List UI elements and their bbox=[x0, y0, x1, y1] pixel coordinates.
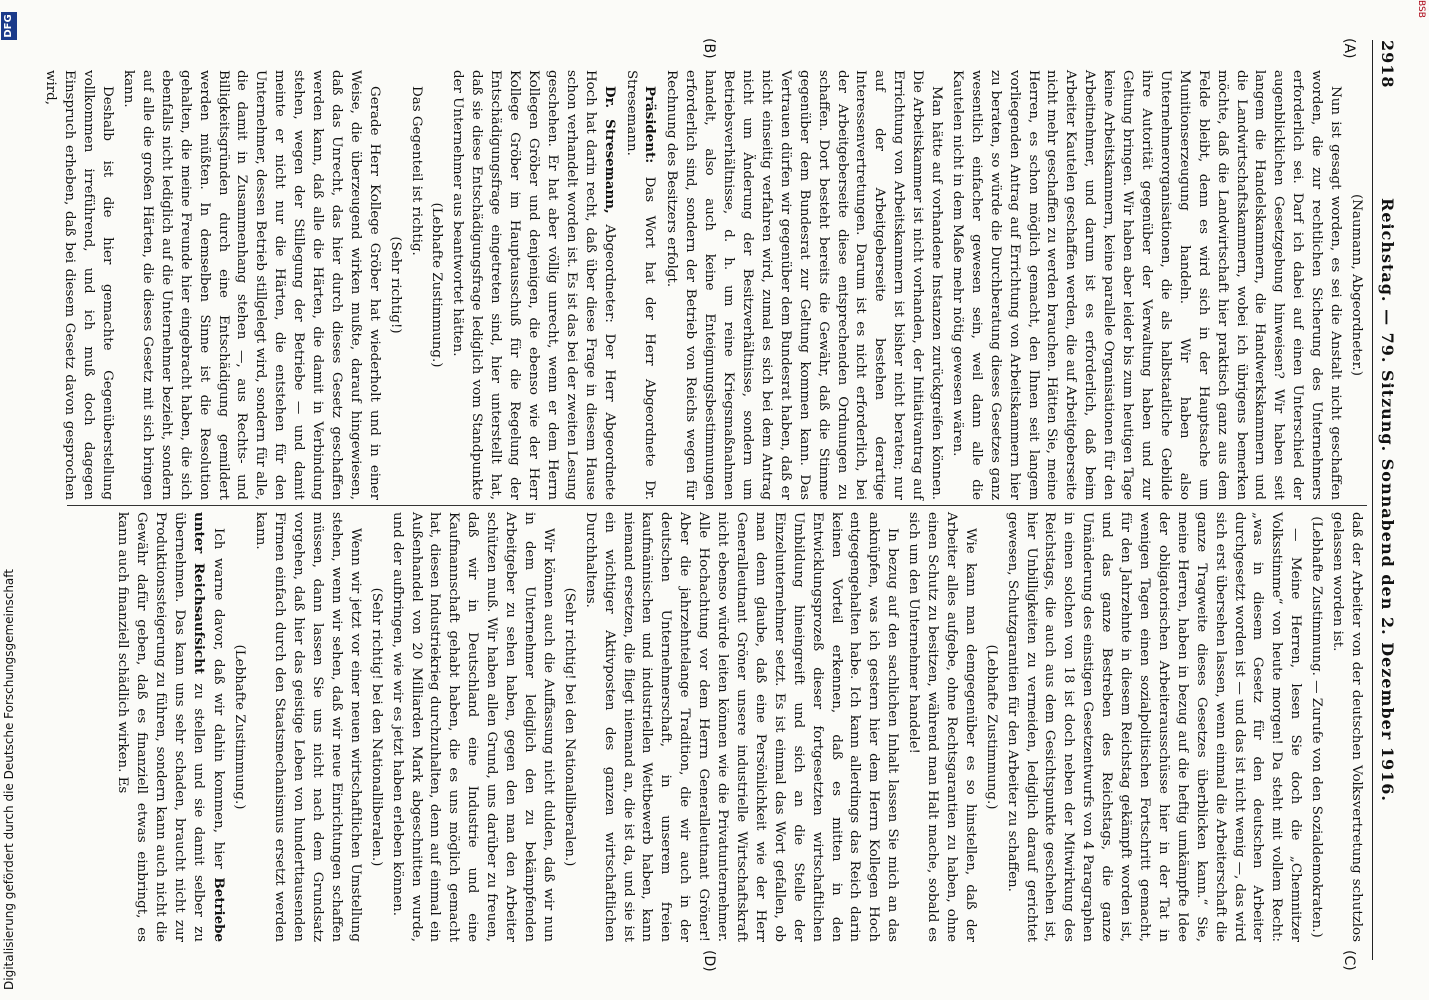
paragraph: Man hätte auf vorhandene Instanzen zurückgreifen können. Die Arbeitskammer ist nicht vorhanden, der Initiativantrag auf Errichtung von Arbeitskammern ist bisher nicht beraten; nur auf der Arbeitgeberseite bestehen derartige Interessenvertretungen. Darum ist es nicht erforderlich, bei der Arbeitgeberseite diese entsprechenden Ordnungen zu schaffen. Dort besteht bereits die Gewähr, daß die Stimme gegenüber dem Bundesrat zur Geltung kommen kann. Das Vertrauen dürfen wir gegenüber dem Bundesrat haben, daß er nicht einseitig verfahren wird, zumal es sich bei dem Antrag nicht um Änderung der Besitzverhältnisse, sondern um Betriebsverhältnisse, d. h. um reine Kriegsmaßnahmen handelt, also auch keine Enteignungsbestimmungen erforderlich sind, sondern der Betrieb von Reichs wegen für Rechnung des Besitzers erfolgt. bbox=[664, 70, 945, 500]
paragraph: Wir können auch die Auffassung nicht dulden, daß wir nun in dem Unternehmer lediglich den zu bekämpfenden Arbeitgeber zu sehen haben, gegen den man den Arbeiter schützen muß. Wir haben allen Grund, uns darüber zu freuen, daß wir in Deutschland eine Industrie und eine Kaufmannschaft gehabt haben, die es uns möglich gemacht hat, diesen Industriekrieg durchzuhalten, denn auf einmal ein Außenhandel von 20 Milliarden Mark abgeschnitten wurde, und der aufbringen, wie wir es jetzt haben erleben können. bbox=[389, 512, 556, 942]
interjection: (Lebhafte Zustimmung.) bbox=[232, 644, 248, 810]
text-segment: Ich warne davor, daß wir dahin kommen, hier bbox=[210, 528, 226, 878]
right-column bbox=[75, 512, 1365, 942]
paragraph bbox=[112, 512, 227, 942]
left-column bbox=[43, 70, 1365, 500]
speaker-paragraph bbox=[621, 70, 660, 500]
page-title: Reichstag. — 79. Sitzung. Sonnabend den 2. Dezember 1916. bbox=[1378, 198, 1397, 802]
interjection: (Lebhafte Zustimmung. — Zurufe von den Sozialdemokraten.) bbox=[1309, 516, 1325, 938]
paragraph: Wenn wir jetzt vor einer neuen wirtschaftlichen Umstellung stehen, wenn wir sehen, daß wir neue Einrichtungen schaffen müssen, dann lassen Sie uns nicht nach dem Grundsatz vorgehen, daß hier das geistige Leben von hunderttausenden Firmen einfach durch den Staatsmechanismus ersetzt werden kann. bbox=[253, 512, 363, 942]
column-divider bbox=[67, 505, 1367, 506]
emphasis: Betriebe unter Reichsaufsicht bbox=[190, 512, 227, 942]
paragraph: Wie kann man demgegenüber es so hinstellen, daß der Arbeiter alles aufgebe, ohne Rechtsgarantien zu haben, ohne einen Schutz zu besitzen, während man Halt mache, sobald es sich um den Unternehmer handele! bbox=[906, 512, 978, 942]
page-header bbox=[1372, 40, 1401, 960]
speech-text: Das Wort hat der Herr Abgeordnete Dr. Stresemann. bbox=[623, 70, 658, 500]
paragraph: In bezug auf den sachlichen Inhalt lassen Sie mich an das anknüpfen, was ich gestern hier dem Herrn Kollegen Hoch entgegengehalten habe. Ich kann allerdings das Reich darin keinen Vorteil erkennen, daß es mitten in den Entwicklungsprozeß dieser fortgesetzten wirtschaftlichen Umbildung hineingreift und sich an die Stelle der Einzelunternehmer setzt. Es ist einmal das Wort gefallen, ob man denn glaube, daß eine Persönlichkeit wie der Herr Generalleutnant Gröner unsere industrielle Wirtschaftskraft nicht ebenso würde leiten können wie die Privatunternehmer. Alle Hochachtung vor dem Herrn Generalleutnant Gröner! Aber die jahrzehntelange Tradition, die wir auch in der deutschen Unternehmerschaft, in unserem freien kaufmännischen und industriellen Wettbewerb haben, kann niemand ersetzen, die fliegt niemand an, die ist da, und sie ist ein wichtiger Aktivposten des ganzen wirtschaftlichen Durchhaltens. bbox=[582, 512, 901, 942]
paragraph: Gerade Herr Kollege Gröber hat wiederholt und in einer Weise, die überzeugend wirken mußte, darauf hingewiesen, daß das Unrecht, das hier durch dieses Gesetz geschaffen werden kann, daß alle die Härten, die damit in Verbindung stehen, wegen der Stillegung der Betriebe — und damit meinte er nicht nur die Härten, die entstehen für den Unternehmer, dessen Betrieb stillgelegt wird, sondern für alle, die damit in Zusammenhang stehen —, aus Rechts- und Billigkeitsgründen durch eine Entschädigung gemildert werden müßten. In demselben Sinne ist die Resolution gehalten, die meine Freunde hier eingebracht haben, die sich ebenfalls nicht lediglich auf die Unternehmer bezieht, sondern auf alle die großen Härten, die dieses Gesetz mit sich bringen kann. bbox=[121, 70, 382, 500]
interjection: (Sehr richtig! bei den Nationalliberalen.) bbox=[561, 587, 577, 867]
digitization-note: Digitalisierung gefördert durch die Deutsche Forschungsgemeinschaft bbox=[2, 568, 16, 990]
margin-marker-d: (D) bbox=[701, 950, 717, 972]
margin-marker-a: (A) bbox=[1341, 38, 1357, 59]
speech-text: Abgeordneter: Der Herr Abgeordnete Hoch hat darin recht, daß über diese Frage in diesem Hause schon verhandelt worden ist. Es ist das bei der zweiten Lesung geschehen. Er hat aber völlig unrecht, wenn er dem Herrn Kollegen Gröber und denjenigen, die ebenso wie der Herr Kollege Gröber im Hauptausschuß für die Regelung der Entschädigungsfrage eingetreten sind, hier unterstellt hat, daß sie diese Entschädigungsfrage lediglich vom Standpunkte der Unternehmer aus beantwortet hätten. bbox=[450, 70, 617, 500]
text-segment: zu stellen und sie damit selber zu übernehmen. Das kann uns sehr schaden, braucht nicht zur Produktionssteigerung zu führen, sondern kann auch nicht die Gewähr dafür geben, daß es finanziell etwas einbringt, es kann auch finanziell schädlich wirken. Es bbox=[115, 512, 206, 942]
interjection: (Naumann, Abgeordneter.) bbox=[1349, 193, 1364, 377]
paragraph: — Meine Herren, lesen Sie doch die „Chemnitzer Volksstimme“ von heute morgen! Da steht mit vollem Recht: „was in diesem Gesetz für den deutschen Arbeiter durchgesetzt worden ist — und das ist nicht wenig —, das wird sich erst übersehen lassen, wenn einmal die Arbeiterschaft die ganze Tragweite dieses Gesetzes überblicken kann.“ Sie, meine Herren, haben in bezug auf die heftig umkämpfte Idee der obligatorischen Arbeiterausschüsse hier in der Tat in wenigen Tagen einen sozialpolitischen Fortschritt gemacht, für den Jahrzehnte in diesem Reichstag gekämpft worden ist, und das ganze Bestreben des Reichstags, die ganze Umänderung des einstigen Gesetzentwurfs von 4 Paragraphen in einen solchen von 18 ist doch neben der Mitwirkung des Reichstags, die auch aus dem Gesichtspunkte geschehen ist, hier Unbilligkeiten zu vermeiden, lediglich darauf gerichtet gewesen, Schutzgarantien für den Arbeiter zu schaffen. bbox=[1004, 512, 1304, 942]
paragraph: Das Gegenteil ist richtig. bbox=[408, 86, 424, 256]
paragraph: Nun ist gesagt worden, es sei die Anstalt nicht geschaffen worden, die zur rechtlichen Sicherung des Unternehmers erforderlich sei. Darf ich dabei auf einen Unterschied der augenblicklichen Gesetzgebung hinweisen? Wir haben seit langem die Handelskammern, die Handwerkskammern und die Landwirtschaftskammern, wobei ich übrigens bemerken möchte, daß die Landwirtschaft hier praktisch ganz aus dem Felde bleibt, denn es wird sich in der Hauptsache um Munitionserzeugung handeln. Wir haben also Unternehmerorganisationen, die als halbstaatliche Gebilde ihre Autorität gegenüber der Verwaltung haben und zur Geltung bringen. Wir haben aber leider bis zum heutigen Tage keine Arbeitskammern, keine parallele Organisationen für den Arbeitnehmer, und darum ist es erforderlich, daß beim Arbeiter Kautelen geschaffen werden, die auf Arbeitgeberseite nicht mehr geschaffen zu werden brauchen. Hätten Sie, meine Herren, es schon möglich gemacht, den Ihnen seit langem vorliegenden Antrag auf Errichtung von Arbeitskammern hier zu beraten, so würde die Durchberatung dieses Gesetzes ganz wesentlich einfacher gewesen sein, weil dann alle die Kautelen nicht in dem Maße mehr nötig gewesen wären. bbox=[949, 70, 1344, 500]
paragraph: daß der Arbeiter von der deutschen Volksvertretung schutzlos gelassen worden ist. bbox=[1330, 512, 1364, 942]
interjection: (Lebhafte Zustimmung.) bbox=[429, 202, 445, 368]
paragraph: Deshalb ist die hier gemachte Gegenüberstellung vollkommen irreführend, und ich muß doch dagegen Einspruch erheben, daß bei diesem Gesetz davon gesprochen wird, bbox=[43, 70, 116, 500]
page-number: 2918 bbox=[1378, 40, 1397, 89]
interjection: (Sehr richtig!) bbox=[387, 236, 403, 334]
margin-marker-b: (B) bbox=[701, 38, 717, 59]
interjection: (Lebhafte Zustimmung.) bbox=[983, 644, 999, 810]
dfg-logo: DFG bbox=[1, 12, 17, 40]
interjection: (Sehr richtig! bei den Nationalliberalen.) bbox=[368, 587, 384, 867]
bsb-mark: BSB bbox=[1416, 0, 1426, 18]
digitization-footer bbox=[0, 0, 20, 1000]
speaker-name: Dr. Stresemann, bbox=[601, 86, 618, 214]
margin-marker-c: (C) bbox=[1341, 950, 1357, 971]
speaker-name: Präsident: bbox=[642, 86, 659, 164]
speaker-paragraph bbox=[448, 70, 619, 500]
